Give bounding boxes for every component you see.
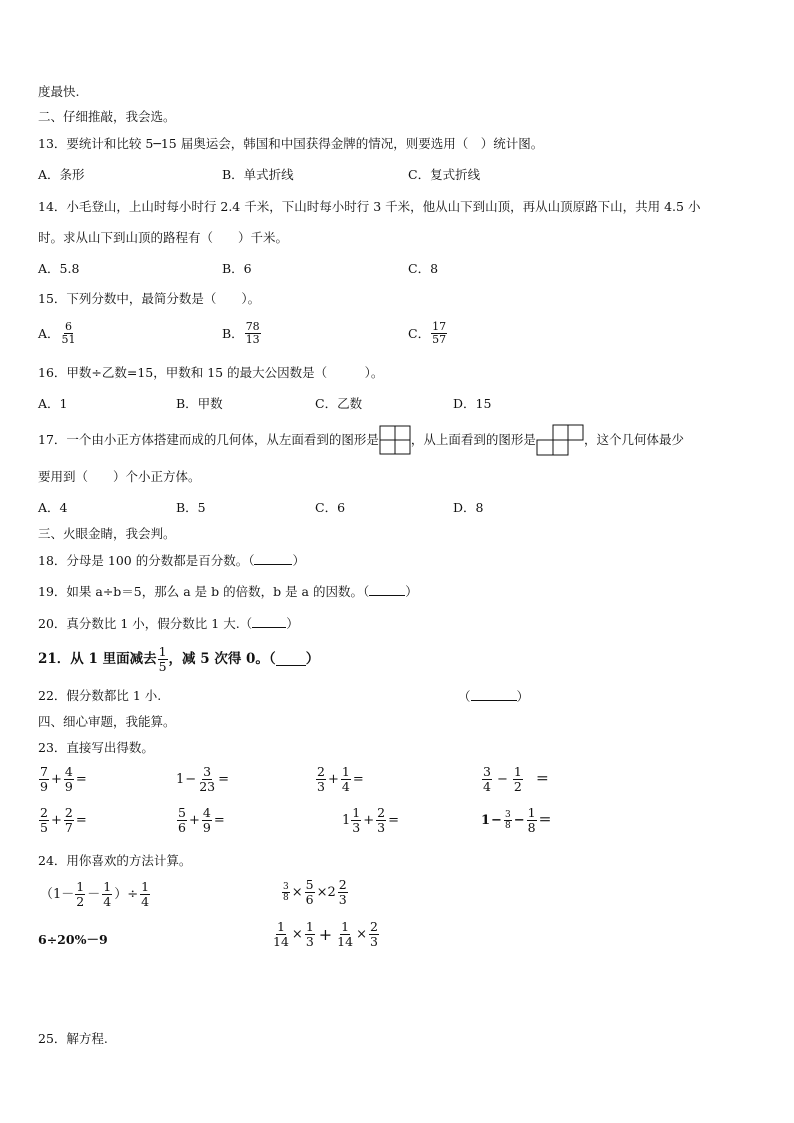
denominator: 4	[341, 779, 350, 794]
close-paren: ）	[516, 689, 530, 704]
numerator: 5	[305, 877, 314, 892]
fraction	[75, 880, 85, 909]
close-paren: ）	[405, 584, 418, 599]
fraction	[376, 806, 386, 835]
expression-part: （1－	[40, 886, 75, 902]
denominator: 3	[317, 779, 325, 794]
calc-expression-7	[342, 806, 400, 835]
denominator: 3	[352, 820, 361, 835]
equals-sign: =	[75, 771, 87, 787]
denominator: 3	[369, 934, 378, 949]
fraction	[513, 765, 523, 794]
q16-option-d[interactable]: D．15	[453, 396, 492, 411]
q17-option-d[interactable]: D．8	[453, 500, 484, 515]
q16-option-c[interactable]: C．乙数	[315, 396, 363, 411]
numerator: 2	[369, 919, 378, 934]
q22-answer	[458, 688, 529, 705]
question-18	[38, 552, 305, 569]
denominator: 7	[64, 820, 73, 835]
question-17-line2: 要用到（ ）个小正方体。	[38, 469, 201, 484]
fraction	[140, 880, 150, 909]
q14-option-a[interactable]: A．5.8	[38, 261, 80, 276]
q15-option-b[interactable]	[222, 321, 262, 346]
section-heading-2: 二、仔细推敲，我会选。	[38, 109, 176, 124]
fraction	[245, 321, 261, 346]
fraction	[316, 765, 326, 794]
q17-option-c[interactable]: C．6	[315, 500, 346, 515]
operator: −	[496, 771, 508, 787]
close-paren: ）	[286, 616, 299, 631]
question-13: 13．要统计和比较 5─15 届奥运会，韩国和中国获得金牌的情况，则要选用（ ）统计图。	[38, 136, 544, 151]
denominator: 51	[61, 333, 76, 346]
question-25: 25．解方程.	[38, 1031, 108, 1046]
fraction	[431, 321, 447, 346]
operator: +	[50, 771, 62, 787]
numerator: 6	[65, 320, 73, 333]
left-view-figure	[379, 425, 411, 455]
question-15: 15．下列分数中，最简分数是（ ）。	[38, 291, 261, 306]
equals-sign: =	[218, 771, 229, 787]
answer-blank[interactable]	[369, 583, 405, 596]
denominator: 3	[377, 820, 386, 835]
calc-expression-24a	[40, 880, 151, 909]
whole-number: 1	[176, 771, 185, 787]
numerator: 3	[283, 882, 289, 892]
q17-option-a[interactable]: A．4	[38, 500, 68, 515]
fraction	[158, 645, 168, 674]
q19-text: 19．如果 a÷b＝5，那么 a 是 b 的倍数，b 是 a 的因数。（	[38, 584, 370, 599]
fraction	[336, 920, 354, 949]
text-line-tail: 度最快.	[38, 84, 80, 99]
denominator: 2	[76, 894, 85, 909]
operator: −	[185, 771, 197, 787]
operator: +	[188, 812, 200, 828]
numerator: 3	[203, 764, 212, 779]
numerator: 2	[64, 805, 73, 820]
whole-number: 1	[342, 812, 351, 828]
operator: ×2	[316, 884, 336, 900]
q16-option-b[interactable]: B．甲数	[176, 396, 223, 411]
question-16: 16．甲数÷乙数=15，甲数和 15 的最大公因数是（ ）。	[38, 365, 384, 380]
fraction	[305, 920, 315, 949]
numerator: 3	[483, 764, 491, 779]
fraction	[369, 920, 379, 949]
q13-option-c[interactable]: C．复式折线	[408, 167, 481, 182]
denominator: 5	[158, 658, 167, 674]
option-label: C．	[408, 325, 431, 341]
numerator: 17	[432, 320, 447, 333]
fraction	[102, 880, 112, 909]
q16-option-a[interactable]: A．1	[38, 396, 68, 411]
section-heading-3: 三、火眼金睛，我会判。	[38, 526, 176, 541]
q18-text: 18．分母是 100 的分数都是百分数。（	[38, 553, 255, 568]
fraction	[64, 806, 74, 835]
top-view-figure	[536, 424, 584, 456]
question-20	[38, 615, 299, 632]
operator: +	[50, 812, 62, 828]
fraction	[504, 810, 512, 831]
denominator: 6	[178, 820, 186, 835]
numerator: 4	[202, 805, 211, 820]
question-19	[38, 583, 418, 600]
denominator: 14	[337, 934, 354, 949]
fraction	[338, 878, 348, 907]
numerator: 1	[527, 805, 536, 820]
denominator: 4	[103, 894, 112, 909]
operator: ×	[291, 884, 303, 900]
operator: ）÷	[114, 886, 139, 902]
q17-text-2: ，从上面看到的图形是	[410, 432, 536, 447]
section-heading-4: 四、细心审题，我能算。	[38, 714, 176, 729]
numerator: 2	[338, 877, 347, 892]
numerator: 1	[341, 764, 350, 779]
numerator: 1	[513, 764, 522, 779]
denominator: 3	[305, 934, 314, 949]
equals-sign: ＝	[535, 771, 549, 787]
denominator: 13	[245, 333, 260, 346]
calc-expression-1	[38, 765, 88, 794]
calc-expression-3	[315, 765, 365, 794]
denominator: 5	[40, 820, 48, 835]
question-17-line1	[38, 424, 684, 456]
question-23: 23．直接写出得数。	[38, 740, 154, 755]
numerator: 1	[103, 879, 112, 894]
denominator: 57	[432, 333, 447, 346]
denominator: 9	[40, 779, 48, 794]
equals-sign: =	[75, 812, 87, 828]
operator: ×	[291, 926, 303, 942]
question-14-line2: 时。求从山下到山顶的路程有（ ）千米。	[38, 230, 289, 245]
q17-text-1: 17．一个由小正方体搭建而成的几何体，从左面看到的图形是	[38, 432, 379, 447]
open-paren: （	[458, 689, 471, 704]
fraction	[61, 321, 77, 346]
question-24: 24．用你喜欢的方法计算。	[38, 853, 192, 868]
answer-blank[interactable]	[471, 688, 517, 701]
equals-sign: =	[352, 771, 364, 787]
numerator: 2	[40, 805, 48, 820]
numerator: 3	[504, 810, 511, 820]
calc-expression-4	[481, 765, 550, 794]
q20-text: 20．真分数比 1 小，假分数比 1 大.（	[38, 616, 253, 631]
numerator: 78	[245, 320, 260, 333]
fraction	[198, 765, 216, 794]
calc-expression-6	[176, 806, 226, 835]
fraction	[39, 806, 49, 835]
fraction	[305, 878, 315, 907]
answer-blank[interactable]	[254, 552, 292, 565]
fraction	[282, 882, 290, 903]
q15-option-a[interactable]	[38, 321, 78, 346]
numerator: 1	[341, 919, 350, 934]
denominator: 6	[305, 892, 314, 907]
operator: −	[513, 812, 525, 828]
denominator: 2	[513, 779, 522, 794]
operator: ×	[356, 926, 367, 942]
numerator: 1	[76, 879, 85, 894]
q17-option-b[interactable]: B．5	[176, 500, 206, 515]
q14-option-b[interactable]: B．6	[222, 261, 252, 276]
denominator: 4	[483, 779, 491, 794]
q13-option-b[interactable]: B．单式折线	[222, 167, 294, 182]
numerator: 2	[317, 764, 325, 779]
denominator: 9	[64, 779, 73, 794]
q15-option-c[interactable]	[408, 321, 448, 346]
question-21	[38, 642, 319, 676]
fraction	[341, 765, 351, 794]
numerator: 7	[40, 764, 48, 779]
numerator: 1	[141, 879, 150, 894]
answer-blank[interactable]	[252, 615, 286, 628]
question-14-line1: 14．小毛登山，上山时每小时行 2.4 千米，下山时每小时行 3 千米，他从山下到山顶，再从山顶原路下山，共用 4.5 小	[38, 199, 701, 214]
option-label: A．	[38, 325, 60, 341]
numerator: 1	[305, 919, 314, 934]
denominator: 3	[338, 892, 347, 907]
operator: +	[318, 924, 333, 944]
operator: +	[363, 812, 375, 828]
q17-text-3: ，这个几何体最少	[583, 432, 684, 447]
fraction	[272, 920, 290, 949]
fraction	[64, 765, 74, 794]
calc-expression-24c: 6÷20%－9	[38, 932, 108, 947]
fraction	[527, 806, 537, 835]
equals-sign: ＝	[538, 812, 552, 828]
calc-expression-8	[481, 806, 553, 835]
fraction	[202, 806, 212, 835]
denominator: 14	[273, 934, 289, 949]
q14-option-c[interactable]: C．8	[408, 261, 439, 276]
question-22: 22．假分数都比 1 小.	[38, 688, 162, 703]
fraction	[177, 806, 187, 835]
numerator: 4	[64, 764, 73, 779]
denominator: 23	[199, 779, 216, 794]
operator: +	[327, 771, 339, 787]
answer-blank[interactable]	[276, 653, 306, 666]
close-paren: ）	[305, 651, 320, 667]
operator: －	[87, 886, 101, 902]
q21-text-1: 21．从 1 里面减去	[38, 651, 157, 667]
fraction	[351, 806, 361, 835]
fraction	[39, 765, 49, 794]
numerator: 2	[377, 805, 386, 820]
denominator: 4	[141, 894, 150, 909]
numerator: 5	[178, 805, 186, 820]
calc-expression-24b	[281, 878, 349, 907]
calc-expression-24d	[271, 920, 380, 949]
whole-number: 1	[481, 812, 491, 828]
denominator: 8	[283, 893, 289, 903]
numerator: 1	[276, 919, 285, 934]
numerator: 1	[352, 805, 361, 820]
option-label: B．	[222, 325, 244, 341]
equals-sign: =	[213, 812, 225, 828]
calc-expression-5	[38, 806, 88, 835]
close-paren: ）	[292, 553, 305, 568]
fraction	[482, 765, 492, 794]
operator: −	[491, 812, 502, 828]
denominator: 8	[504, 821, 511, 831]
q13-option-a[interactable]: A．条形	[38, 167, 85, 182]
denominator: 9	[202, 820, 211, 835]
calc-expression-2	[176, 765, 230, 794]
denominator: 8	[527, 820, 536, 835]
numerator: 1	[158, 643, 167, 659]
q21-text-2: ，减 5 次得 0。（	[168, 651, 276, 667]
equals-sign: =	[388, 812, 399, 828]
